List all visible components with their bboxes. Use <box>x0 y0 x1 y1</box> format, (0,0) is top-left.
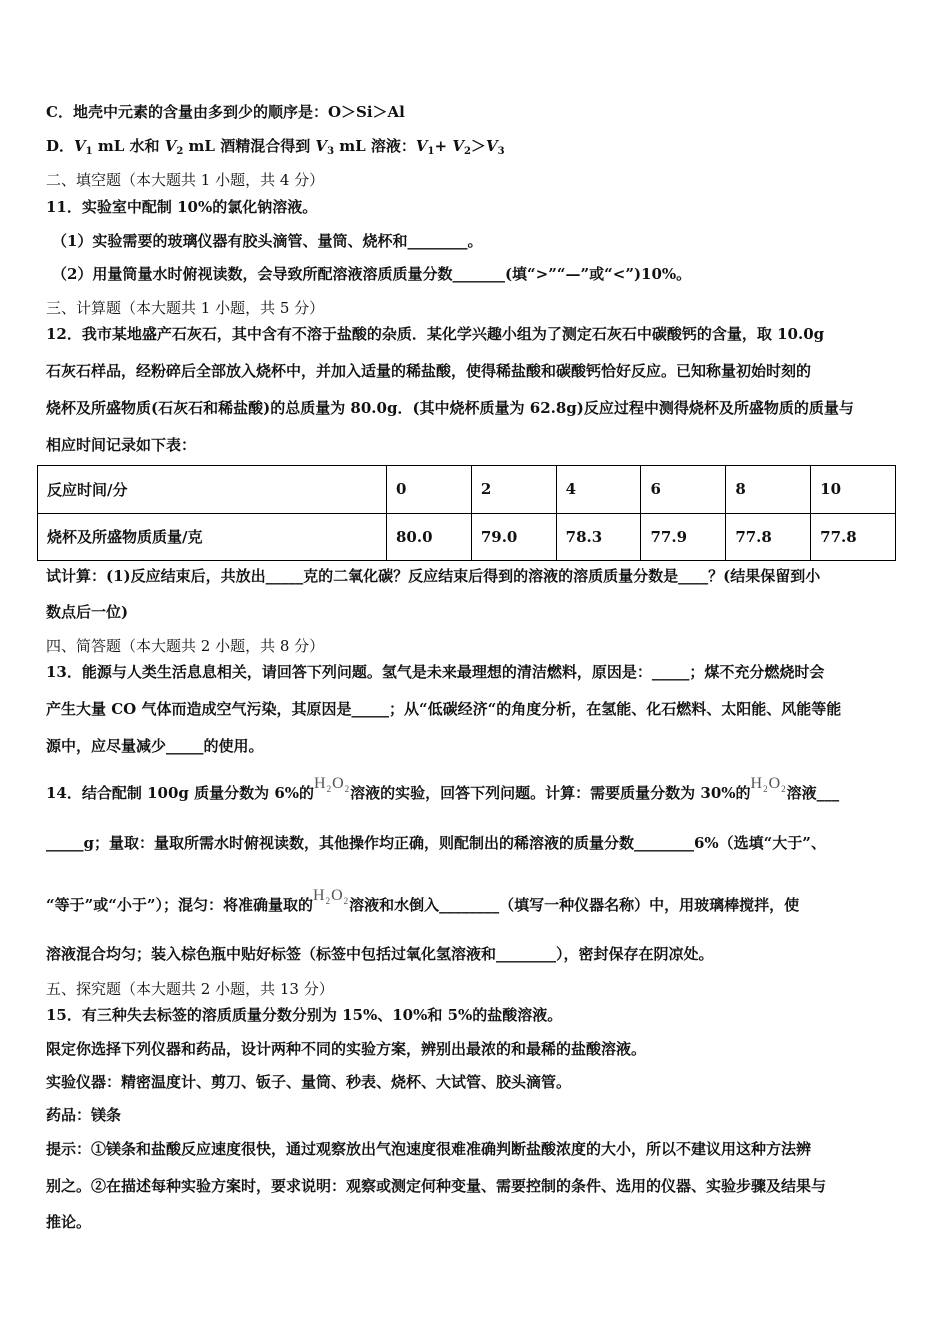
q15-line-3: 实验仪器：精密温度计、剪刀、钣子、量筒、秒表、烧杯、大试管、胶头滴管。 <box>46 1073 572 1091</box>
v1-subscript: 1 <box>85 146 93 157</box>
reaction-data-table <box>37 465 896 561</box>
expr-v2: V <box>452 137 464 155</box>
q14-line-1 <box>46 775 840 809</box>
q10-option-d <box>46 136 505 162</box>
expr-v1-subscript: 1 <box>427 146 435 157</box>
q11-part-2: （2）用量筒量水时俯视读数，会导致所配溶液溶质质量分数_______(填“>”“—”或“<”)10%。 <box>52 265 692 283</box>
table-cell: 79.0 <box>471 513 556 561</box>
q12-line-4: 相应时间记录如下表： <box>46 436 197 454</box>
q10-d-text-1: mL 水和 <box>92 137 165 155</box>
q12-line-1: 12．我市某地盛产石灰石，其中含有不溶于盐酸的杂质．某化学兴趣小组为了测定石灰石中碳酸钙的含量，取 10.0g <box>46 325 825 343</box>
q14-text-a: 14．结合配制 100g 质量分数为 6%的 <box>46 784 315 802</box>
table-row <box>38 513 896 561</box>
expr-v1: V <box>415 137 428 155</box>
section-3-heading: 三、计算题（本大题共 1 小题，共 5 分） <box>46 299 325 317</box>
table-row <box>38 466 896 514</box>
table-cell: 0 <box>387 466 472 514</box>
expr-v2-subscript: 2 <box>463 146 471 157</box>
v1-symbol: V <box>74 137 86 155</box>
q10-d-prefix: D． <box>46 137 75 155</box>
q10-d-text-3: mL 溶液： <box>334 137 416 155</box>
q13-line-3: 源中，应尽量减少_____的使用。 <box>46 737 264 755</box>
h2o2-formula: $H_2O_2$ <box>314 775 351 794</box>
q14-text-c: 溶液___ <box>786 784 840 802</box>
table-cell: 4 <box>556 466 641 514</box>
expr-gt: ＞ <box>470 137 486 155</box>
q15-line-5: 提示：①镁条和盐酸反应速度很快，通过观察放出气泡速度很难准确判断盐酸浓度的大小，所以不建议用这种方法辨 <box>46 1140 812 1158</box>
section-5-heading: 五、探究题（本大题共 2 小题，共 13 分） <box>46 980 334 998</box>
section-4-heading: 四、简答题（本大题共 2 小题，共 8 分） <box>46 637 325 655</box>
q15-line-7: 推论。 <box>46 1213 92 1231</box>
table-cell: 77.8 <box>811 513 896 561</box>
v3-symbol: V <box>315 137 328 155</box>
table-cell: 6 <box>641 466 726 514</box>
q11-stem: 11．实验室中配制 10%的氯化钠溶液。 <box>46 198 318 216</box>
section-2-heading: 二、填空题（本大题共 1 小题，共 4 分） <box>46 171 325 189</box>
table-header-mass: 烧杯及所盛物质质量/克 <box>38 513 387 561</box>
q15-line-1: 15．有三种失去标签的溶质质量分数分别为 15%、10%和 5%的盐酸溶液。 <box>46 1006 563 1024</box>
table-cell: 80.0 <box>387 513 472 561</box>
q14-line-3 <box>46 887 800 921</box>
q12-line-2: 石灰石样品，经粉碎后全部放入烧杯中，并加入适量的稀盐酸，使得稀盐酸和碳酸钙恰好反应。已知称量初始时刻的 <box>46 362 812 380</box>
table-cell: 8 <box>726 466 811 514</box>
v3-subscript: 3 <box>327 146 335 157</box>
q15-line-4: 药品：镁条 <box>46 1106 122 1124</box>
expr-plus: + <box>434 137 453 155</box>
q15-line-2: 限定你选择下列仪器和药品，设计两种不同的实验方案，辨别出最浓的和最稀的盐酸溶液。 <box>46 1040 647 1058</box>
q13-line-1: 13．能源与人类生活息息相关，请回答下列问题。氢气是未来最理想的清洁燃料，原因是：_____；煤不充分燃烧时会 <box>46 663 825 681</box>
table-cell: 2 <box>471 466 556 514</box>
q14-text-3a: “等于”或“小于”）；混匀：将准确量取的 <box>46 896 314 914</box>
expr-v3: V <box>485 137 498 155</box>
table-header-time: 反应时间/分 <box>38 466 387 514</box>
table-cell: 78.3 <box>556 513 641 561</box>
q10-option-c: C．地壳中元素的含量由多到少的顺序是：O＞Si＞Al <box>46 103 405 121</box>
q10-d-text-2: mL 酒精混合得到 <box>183 137 316 155</box>
v2-subscript: 2 <box>176 146 184 157</box>
q14-line-4: 溶液混合均匀；装入棕色瓶中贴好标签（标签中包括过氧化氢溶液和________），密封保存在阴凉处。 <box>46 945 714 963</box>
q14-text-b: 溶液的实验，回答下列问题。计算：需要质量分数为 30%的 <box>350 784 751 802</box>
q12-calc-line-1: 试计算：(1)反应结束后，共放出_____克的二氧化碳？反应结束后得到的溶液的溶质质量分数是____？(结果保留到小 <box>46 567 821 585</box>
v2-symbol: V <box>164 137 177 155</box>
expr-v3-subscript: 3 <box>497 146 505 157</box>
h2o2-formula: $H_2O_2$ <box>313 887 350 906</box>
q13-line-2: 产生大量 CO 气体而造成空气污染，其原因是_____；从“低碳经济“的角度分析，在氢能、化石燃料、太阳能、风能等能 <box>46 700 842 718</box>
q11-part-1: （1）实验需要的玻璃仪器有胶头滴管、量筒、烧杯和________。 <box>52 232 483 250</box>
q14-line-2: _____g；量取：量取所需水时俯视读数，其他操作均正确，则配制出的稀溶液的质量分数________6%（选填“大于”、 <box>46 834 826 852</box>
table-cell: 10 <box>811 466 896 514</box>
table-cell: 77.8 <box>726 513 811 561</box>
table-cell: 77.9 <box>641 513 726 561</box>
q12-line-3: 烧杯及所盛物质(石灰石和稀盐酸)的总质量为 80.0g．(其中烧杯质量为 62.8g)反应过程中测得烧杯及所盛物质的质量与 <box>46 399 854 417</box>
q15-line-6: 别之。②在描述每种实验方案时，要求说明：观察或测定何种变量、需要控制的条件、选用的仪器、实验步骤及结果与 <box>46 1177 827 1195</box>
h2o2-formula: $H_2O_2$ <box>750 775 787 794</box>
q14-text-3b: 溶液和水倒入________（填写一种仪器名称）中，用玻璃棒搅拌，使 <box>349 896 800 914</box>
q12-calc-line-2: 数点后一位) <box>46 603 129 621</box>
